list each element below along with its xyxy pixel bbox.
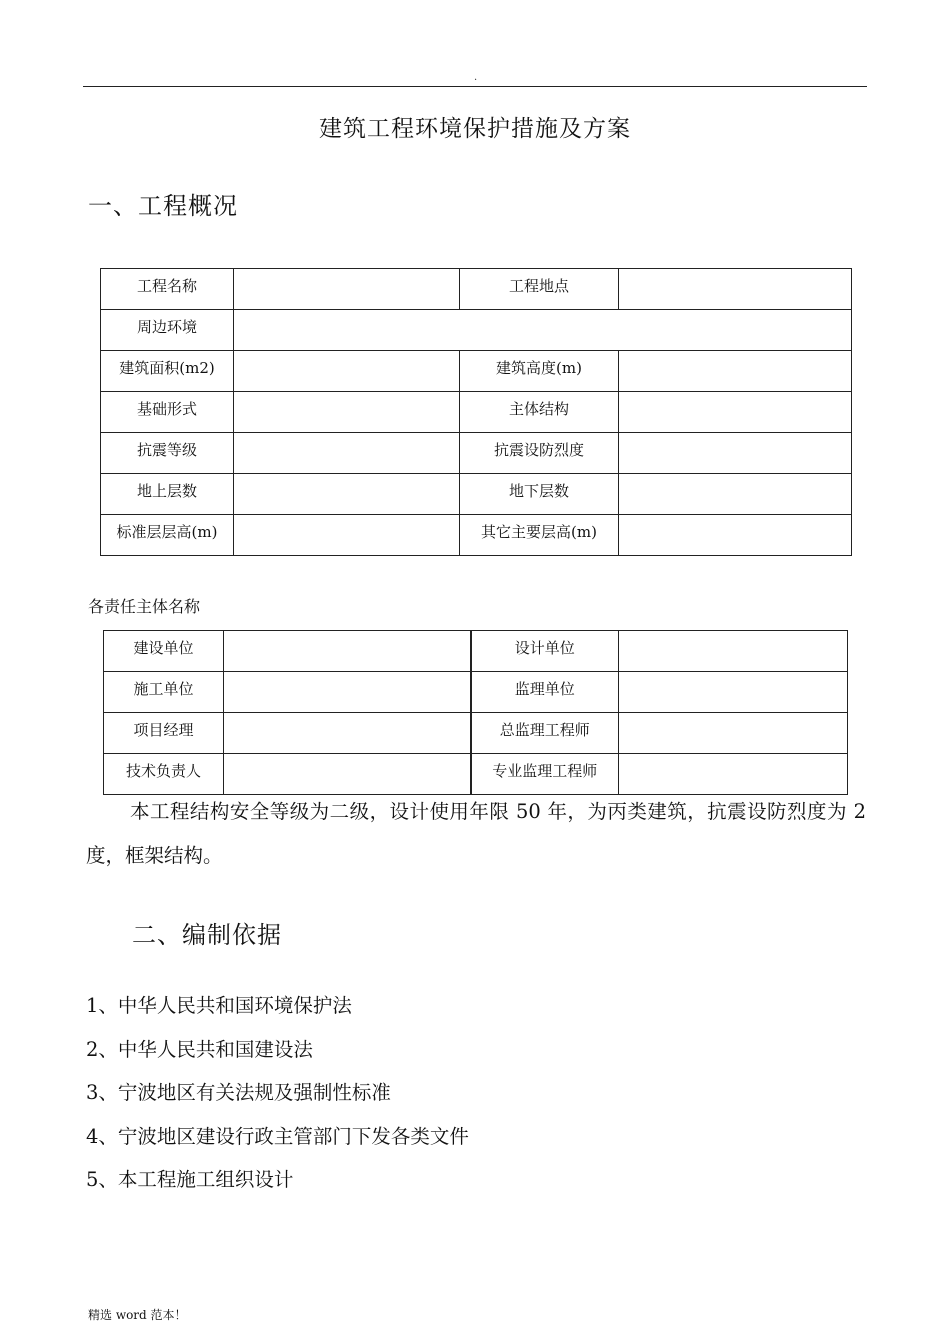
list-item: 4、宁波地区建设行政主管部门下发各类文件 [86, 1124, 469, 1148]
table-value-field[interactable] [619, 351, 852, 392]
table-label: 地下层数 [460, 474, 619, 515]
table-label: 设计单位 [471, 631, 619, 672]
table-value-field[interactable] [224, 713, 471, 754]
page-footer: 精选 word 范本！ [88, 1308, 187, 1322]
table-value-field[interactable] [619, 474, 852, 515]
section-heading-overview: 一、工程概况 [88, 192, 238, 220]
section-heading-basis: 二、编制依据 [132, 921, 282, 949]
list-item: 1、中华人民共和国环境保护法 [86, 994, 352, 1017]
table-value-field[interactable] [224, 672, 471, 713]
table-row [101, 269, 852, 310]
basis-list [86, 988, 469, 1206]
table-value-field[interactable] [234, 392, 460, 433]
table-row [101, 351, 852, 392]
table-value-field[interactable] [619, 672, 848, 713]
table-value-field[interactable] [224, 631, 471, 672]
document-title: 建筑工程环境保护措施及方案 [319, 116, 631, 142]
table-label: 基础形式 [101, 392, 234, 433]
project-overview-table [100, 268, 852, 556]
table-label: 工程地点 [460, 269, 619, 310]
table-row [101, 433, 852, 474]
table-value-field[interactable] [619, 631, 848, 672]
table-label: 建设单位 [104, 631, 224, 672]
table-value-field[interactable] [619, 515, 852, 556]
table-value-field[interactable] [619, 433, 852, 474]
table-label: 工程名称 [101, 269, 234, 310]
table-label: 建筑高度(m) [460, 351, 619, 392]
table-label: 标准层层高(m) [101, 515, 234, 556]
table-value-field[interactable] [234, 515, 460, 556]
table-row [101, 515, 852, 556]
table-label: 抗震等级 [101, 433, 234, 474]
table-row [101, 392, 852, 433]
table-row [104, 631, 848, 672]
table-label: 项目经理 [104, 713, 224, 754]
responsible-parties-caption: 各责任主体名称 [88, 597, 201, 616]
table-label: 主体结构 [460, 392, 619, 433]
table-row [104, 672, 848, 713]
table-label: 抗震设防烈度 [460, 433, 619, 474]
table-value-field[interactable] [234, 351, 460, 392]
table-label: 总监理工程师 [471, 713, 619, 754]
table-value-field[interactable] [234, 310, 852, 351]
list-item: 5、本工程施工组织设计 [86, 1168, 294, 1191]
list-item: 3、宁波地区有关法规及强制性标准 [86, 1081, 391, 1104]
table-label: 周边环境 [101, 310, 234, 351]
header-rule [83, 86, 867, 87]
table-value-field[interactable] [619, 754, 848, 795]
table-value-field[interactable] [234, 269, 460, 310]
list-item: 2、中华人民共和国建设法 [86, 1037, 313, 1061]
table-value-field[interactable] [234, 474, 460, 515]
table-value-field[interactable] [224, 754, 471, 795]
responsible-parties-table [103, 630, 848, 795]
overview-paragraph: 本工程结构安全等级为二级，设计使用年限 50 年，为丙类建筑，抗震设防烈度为 2 度，框架结构。 [86, 800, 866, 867]
table-label: 专业监理工程师 [471, 754, 619, 795]
table-value-field[interactable] [619, 392, 852, 433]
table-label: 技术负责人 [104, 754, 224, 795]
table-value-field[interactable] [234, 433, 460, 474]
header-mark: . [474, 72, 478, 83]
table-label: 施工单位 [104, 672, 224, 713]
table-value-field[interactable] [619, 269, 852, 310]
table-value-field[interactable] [619, 713, 848, 754]
table-label: 建筑面积(m2) [101, 351, 234, 392]
table-row [101, 310, 852, 351]
table-row [101, 474, 852, 515]
table-label: 地上层数 [101, 474, 234, 515]
table-label: 其它主要层高(m) [460, 515, 619, 556]
table-row [104, 713, 848, 754]
table-label: 监理单位 [471, 672, 619, 713]
table-row [104, 754, 848, 795]
